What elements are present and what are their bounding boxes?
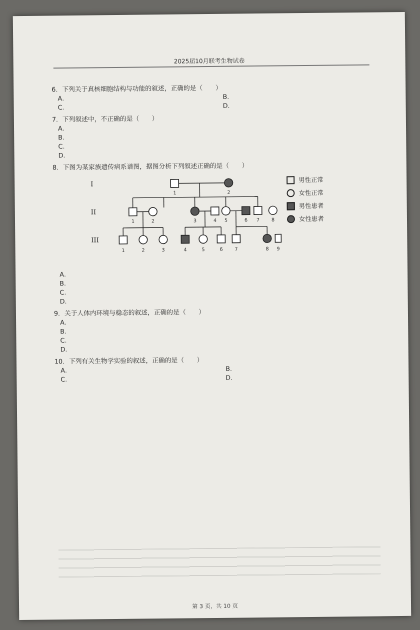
question-7 [52,112,382,161]
option-c: C． [57,103,69,113]
id-iii-9: 9 [276,247,280,253]
gen-label-i: I [90,180,94,189]
question-8-stem: 8．下图为某家族遗传病系谱图，据图分析下列叙述正确的是 [52,161,223,172]
option-c: C． [60,375,72,384]
pedigree-i2 [224,178,232,186]
pedigree-iii9 [275,234,281,242]
option-b: B． [59,279,71,288]
answer-paren: （ ） [179,307,206,316]
id-iii-6: 6 [219,247,223,253]
option-d: D． [225,373,238,382]
pedigree-iii5 [199,235,207,243]
pedigree-ii4 [211,207,219,215]
id-iii-3: 3 [161,248,165,254]
answer-paren: （ ） [177,355,204,365]
page-header: 2025届10月联考生物试卷 [173,57,245,66]
id-ii-1: 1 [131,219,135,225]
id-ii-3: 3 [193,218,197,225]
circle-filled-icon [287,215,295,223]
id-iii-8: 8 [265,247,269,253]
square-filled-icon [287,202,295,210]
pedigree-iii7 [232,235,240,243]
pedigree-chart [53,171,384,266]
circle-open-icon [287,189,295,197]
pedigree-ii3 [191,207,199,215]
id-iii-5: 5 [201,247,205,253]
answer-paren: （ ） [222,161,249,170]
option-d: D． [58,151,70,161]
pedigree-iii3 [159,235,167,243]
option-d: D． [59,297,72,307]
option-c: C． [59,288,71,297]
legend-female-affected: 女性患者 [287,213,324,226]
pedigree-iii1 [119,236,127,244]
pedigree-iii4 [181,235,189,243]
bleed-through-text [58,546,380,577]
option-c: C． [60,336,72,345]
gen-label-ii: II [90,208,97,217]
option-b: B． [225,364,237,373]
id-iii-1: 1 [121,248,125,254]
option-a: A． [60,318,71,327]
id-i-1: 1 [173,191,177,197]
pedigree-iii8 [263,234,271,242]
question-7-stem: 7．下列叙述中，不正确的是 [51,114,133,124]
id-ii-2: 2 [151,219,155,225]
pedigree-ii7 [254,206,262,214]
option-c: C． [58,142,70,151]
pedigree-svg [53,172,284,266]
pedigree-i1 [171,179,179,187]
option-d: D． [222,102,235,111]
id-iii-2: 2 [141,248,145,254]
id-ii-6: 6 [244,218,248,224]
option-a: A． [59,270,71,279]
pedigree-ii5 [222,206,230,214]
exam-page [13,12,411,620]
option-a: A． [57,94,69,103]
legend-male-affected: 男性患者 [287,200,324,213]
pedigree-ii6 [242,206,250,214]
id-iii-4: 4 [183,248,187,254]
pedigree-ii8 [269,206,277,214]
question-list [52,82,385,387]
option-b: B． [222,92,234,102]
pedigree-iii2 [139,235,147,243]
id-ii-4: 4 [213,218,217,224]
option-a: A． [60,366,72,375]
option-a: A． [57,124,69,133]
answer-paren: （ ） [196,83,222,93]
legend-male-normal: 男性正常 [287,174,324,187]
id-i-2: 2 [227,190,231,196]
answer-paren: （ ） [132,114,159,123]
id-ii-5: 5 [224,218,228,224]
question-10-stem: 10．下列有关生物学实验的叙述，正确的是 [54,356,178,366]
question-9-stem: 9．关于人体内环境与稳态的叙述，正确的是 [53,307,180,318]
question-6 [52,82,382,113]
id-ii-8: 8 [271,218,275,224]
question-9 [54,306,384,355]
gen-label-iii: III [91,236,99,245]
pedigree-iii6 [217,235,225,243]
option-b: B． [60,327,71,336]
option-b: B． [58,133,69,142]
square-open-icon [287,176,295,184]
pedigree-legend [287,174,324,226]
id-ii-7: 7 [256,218,260,224]
pedigree-ii1 [129,208,137,216]
page-footer: 第 3 页，共 10 页 [192,603,238,611]
question-8 [52,160,383,307]
question-10 [54,354,384,385]
id-iii-7: 7 [234,247,238,253]
legend-female-normal: 女性正常 [287,187,324,200]
pedigree-ii2 [149,207,157,215]
question-6-stem: 6．下列关于真核细胞结构与功能的叙述，正确的是 [51,84,197,94]
option-d: D． [60,345,72,355]
